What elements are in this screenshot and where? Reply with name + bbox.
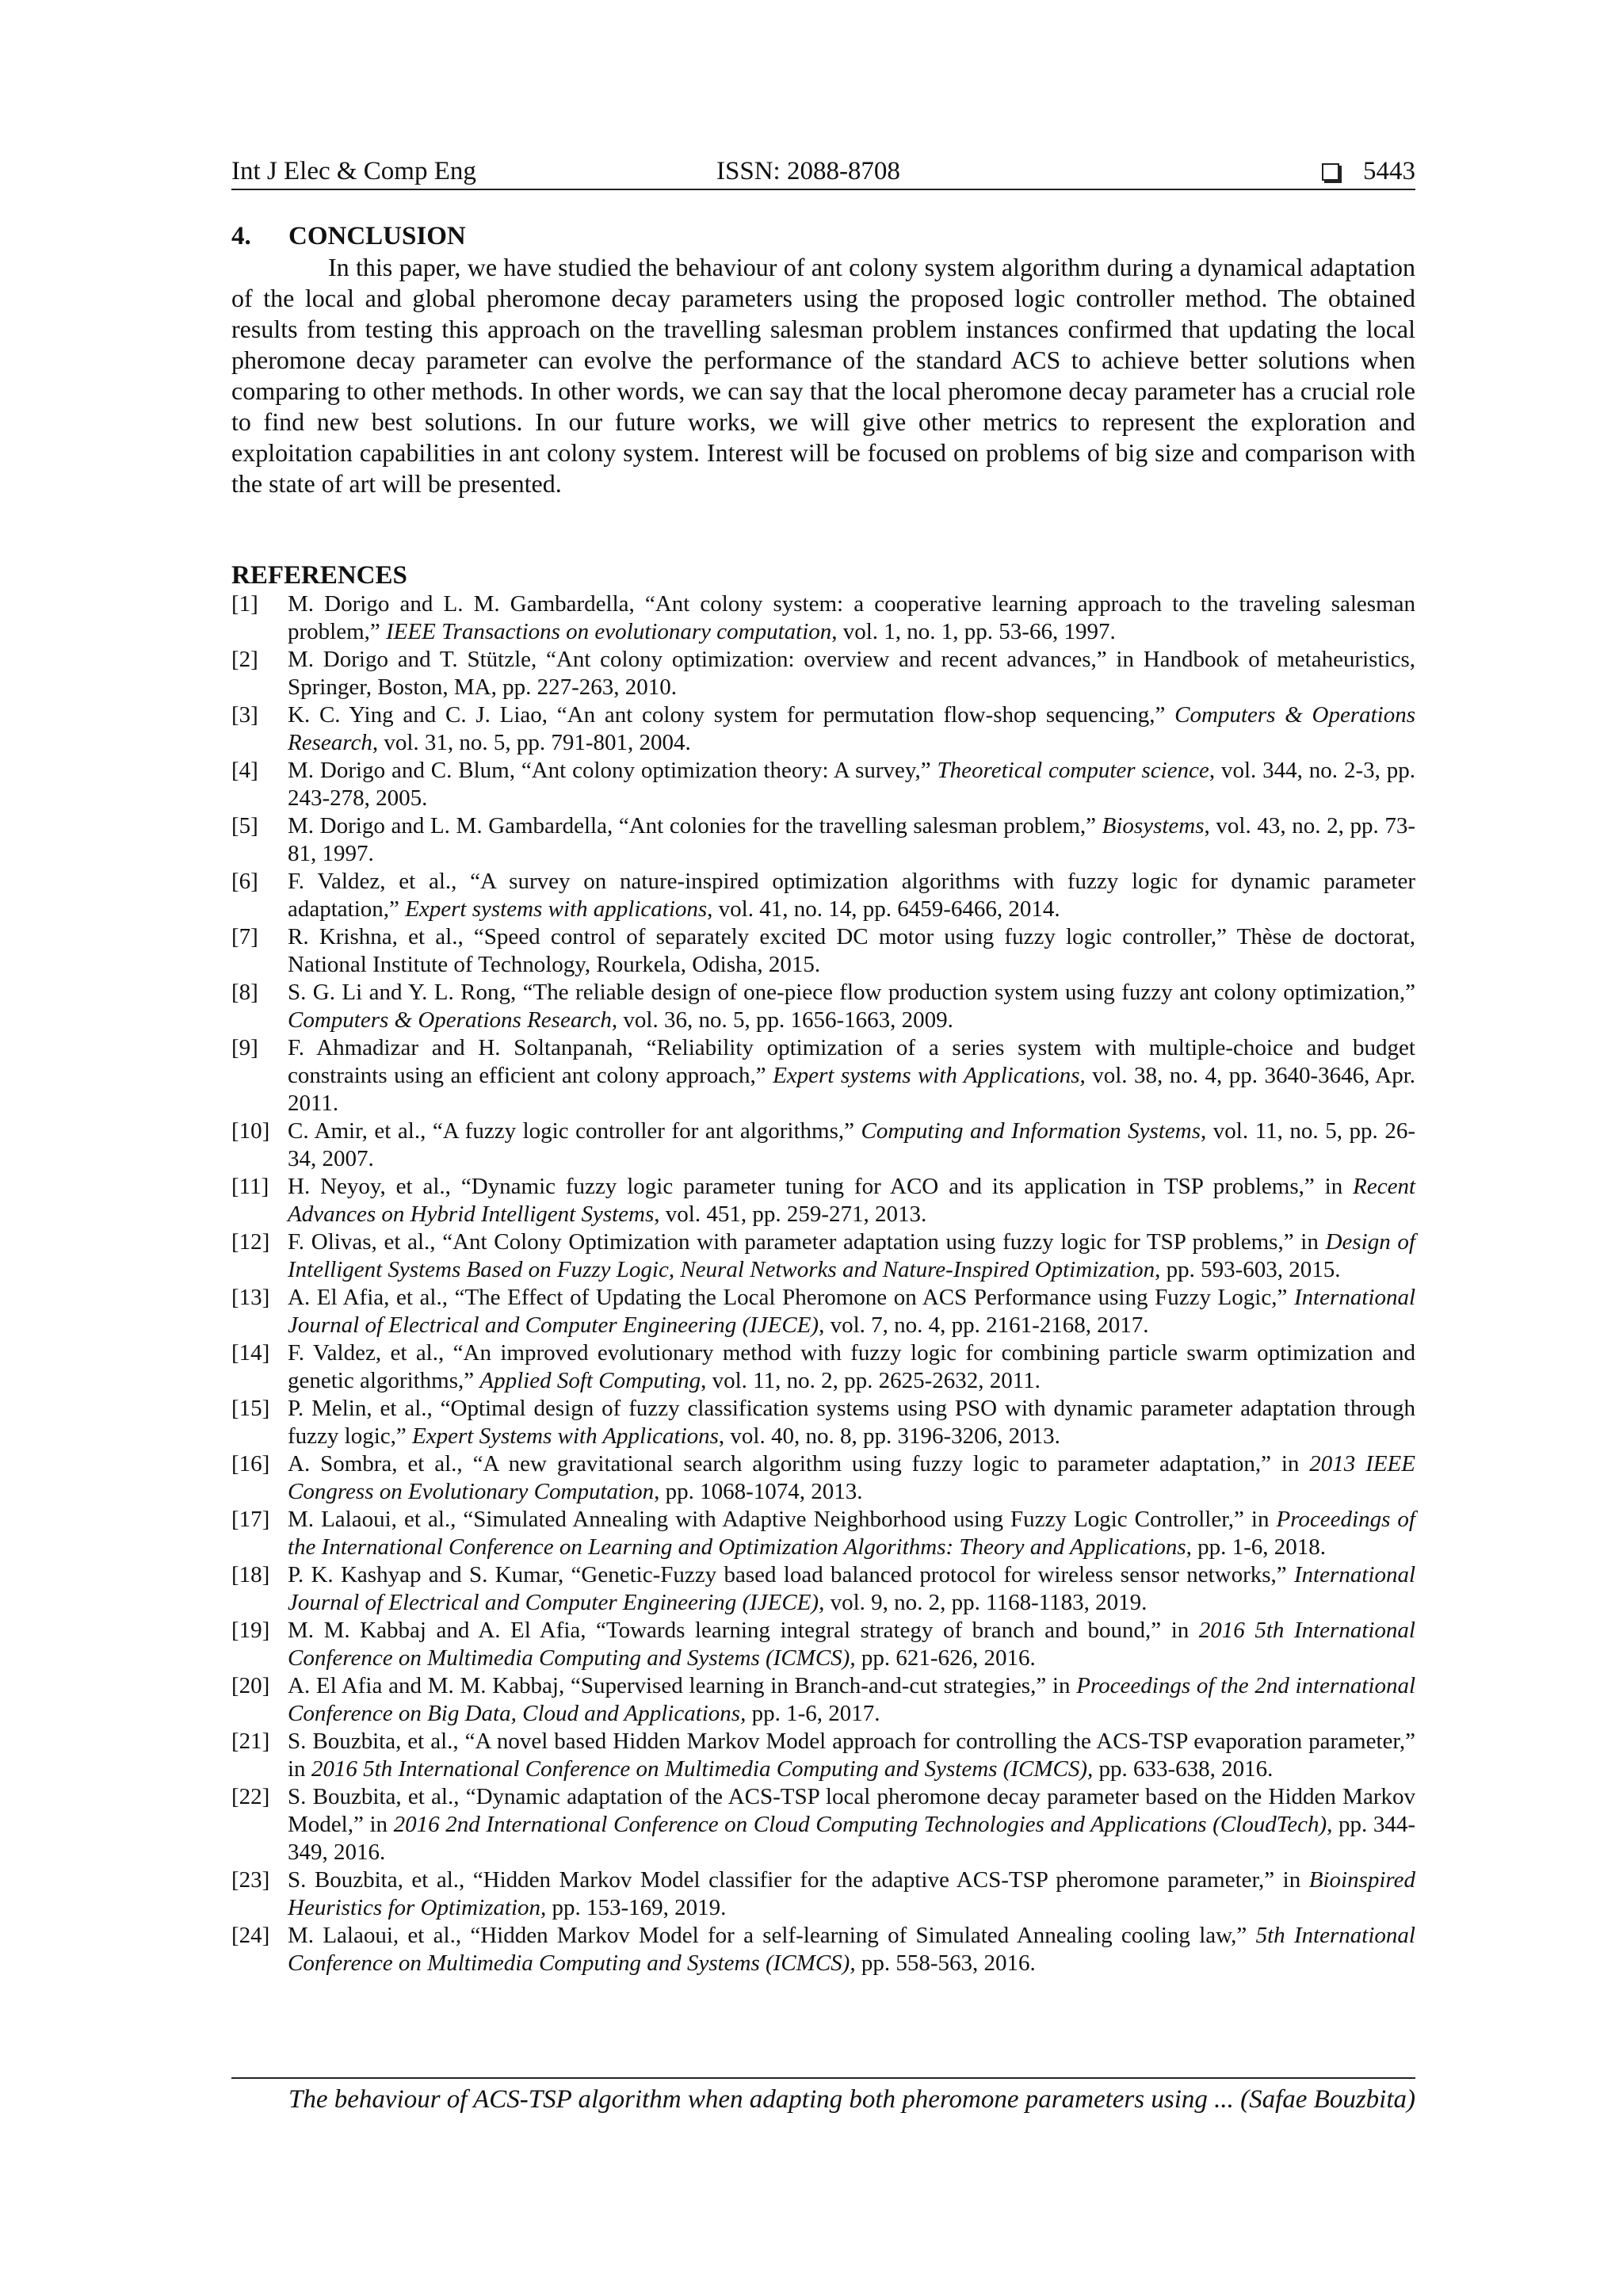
reference-text: M. Lalaoui, et al., “Simulated Annealing with Adaptive Neighborhood using Fuzzy Logic Controller,” in [288,1507,1277,1532]
reference-venue: Computing and Information Systems [861,1118,1201,1144]
reference-item [231,646,1415,701]
reference-number: [19] [231,1618,270,1643]
reference-details: pp. 633-638, 2016. [1093,1756,1274,1782]
reference-number: [17] [231,1507,270,1532]
reference-details: pp. 344-349, 2016. [288,1812,1415,1865]
reference-text: F. Ahmadizar and H. Soltanpanah, “Reliability optimization of a series system with multiple-choice and budget constraints using an efficient ant colony approach,” [288,1035,1415,1088]
reference-item [231,1284,1415,1339]
reference-number: [22] [231,1784,270,1809]
reference-venue: Computers & Operations Research, [288,1007,618,1033]
reference-text: S. Bouzbita, et al., “Hidden Markov Model classifier for the adaptive ACS-TSP pheromone parameter,” in [288,1867,1309,1893]
reference-number: [10] [231,1118,270,1144]
reference-details: pp. 558-563, 2016. [855,1950,1036,1976]
reference-item [231,1117,1415,1173]
reference-text: S. Bouzbita, et al., “A novel based Hidden Markov Model approach for controlling the ACS-TSP evaporation parameter,” in [288,1729,1415,1782]
references-heading: REFERENCES [231,561,407,590]
reference-item [231,1561,1415,1617]
reference-text: P. Melin, et al., “Optimal design of fuzzy classification systems using PSO with dynamic parameter adaptation through fuzzy logic,” [288,1396,1415,1449]
reference-item [231,1728,1415,1783]
reference-number: [11] [231,1174,269,1199]
reference-number: [4] [231,758,258,783]
reference-text: M. M. Kabbaj and A. El Afia, “Towards learning integral strategy of branch and bound,” in [288,1618,1199,1643]
reference-number: [20] [231,1673,270,1698]
reference-details: , pp. 593-603, 2015. [1155,1257,1341,1282]
reference-venue: International Journal of Electrical and Computer Engineering (IJECE) [288,1285,1415,1338]
reference-venue: Computers & Operations Research [288,702,1416,755]
reference-details: pp. 1-6, 2017. [746,1701,880,1726]
reference-venue: Expert systems with Applications, [773,1063,1086,1088]
reference-text: P. K. Kashyap and S. Kumar, “Genetic-Fuzzy based load balanced protocol for wireless sensor networks,” [288,1562,1294,1587]
reference-text: F. Valdez, et al., “An improved evolutionary method with fuzzy logic for combining particle swarm optimization and genetic algorithms,” [288,1340,1415,1393]
reference-number: [2] [231,647,258,672]
reference-details: , vol. 7, no. 4, pp. 2161-2168, 2017. [819,1312,1149,1338]
reference-venue: Proceedings of the 2nd international Conference on Big Data, Cloud and Applications, [288,1673,1415,1726]
reference-details: , vol. 1, no. 1, pp. 53-66, 1997. [831,619,1116,644]
reference-venue: Design of Intelligent Systems Based on Fuzzy Logic, Neural Networks and Nature-Inspired Optimization [288,1229,1415,1282]
reference-text: K. C. Ying and C. J. Liao, “An ant colony system for permutation flow-shop sequencing,” [288,702,1175,728]
reference-venue: Theoretical computer science [937,758,1209,783]
reference-venue: Expert systems with applications [405,896,708,922]
reference-number: [7] [231,924,258,949]
reference-venue: 2016 5th International Conference on Multimedia Computing and Systems (ICMCS), [311,1756,1094,1782]
reference-venue: Expert Systems with Applications [412,1423,719,1449]
reference-text: S. G. Li and Y. L. Rong, “The reliable design of one-piece flow production system using fuzzy ant colony optimization,” [288,980,1415,1005]
reference-number: [5] [231,813,258,839]
reference-item [231,757,1415,812]
reference-item [231,1783,1415,1866]
reference-venue: 5th International Conference on Multimedia Computing and Systems (ICMCS), [288,1923,1415,1976]
reference-item [231,868,1415,923]
reference-item [231,701,1415,757]
issn: ISSN: 2088-8708 [716,157,900,185]
running-footer: The behaviour of ACS-TSP algorithm when adapting both pheromone parameters using ... (Safae Bouzbita) [231,2077,1415,2115]
reference-item [231,1228,1415,1284]
reference-number: [18] [231,1562,270,1587]
reference-details: vol. 36, no. 5, pp. 1656-1663, 2009. [617,1007,953,1033]
reference-details: , vol. 11, no. 2, pp. 2625-2632, 2011. [701,1368,1041,1393]
reference-details: vol. 38, no. 4, pp. 3640-3646, Apr. 2011. [288,1063,1415,1116]
section-number: 4. [231,222,251,250]
reference-text: A. Sombra, et al., “A new gravitational search algorithm using fuzzy logic to parameter adaptation,” in [288,1451,1310,1477]
reference-venue: Applied Soft Computing [479,1368,701,1393]
reference-venue: 2016 5th International Conference on Multimedia Computing and Systems (ICMCS), [288,1618,1415,1671]
journal-name: Int J Elec & Comp Eng [231,157,476,185]
reference-item [231,1672,1415,1728]
reference-number: [9] [231,1035,258,1060]
section-heading [231,222,466,251]
reference-item [231,1450,1415,1506]
reference-text: M. Dorigo and C. Blum, “Ant colony optimization theory: A survey,” [288,758,938,783]
conclusion-paragraph: In this paper, we have studied the behaviour of ant colony system algorithm during a dynamical adaptation of the local and global pheromone decay parameters using the proposed logic controller method. The obtained results from testing this approach on the travelling salesman problem instances confirmed that updating the local pheromone decay parameter can evolve the performance of the standard ACS to achieve better solutions when comparing to other methods. In other words, we can say that the local pheromone decay parameter has a crucial role to find new best solutions. In our future works, we will give other metrics to represent the exploration and exploitation capabilities in ant colony system. Interest will be focused on problems of big size and comparison with the state of art will be presented. [231,253,1415,498]
reference-text: C. Amir, et al., “A fuzzy logic controller for ant algorithms,” [288,1118,861,1144]
reference-text: F. Valdez, et al., “A survey on nature-inspired optimization algorithms with fuzzy logic for dynamic parameter adaptation,” [288,869,1415,922]
reference-details: , vol. 9, no. 2, pp. 1168-1183, 2019. [819,1590,1148,1615]
reference-item [231,923,1415,979]
reference-details: pp. 621-626, 2016. [855,1645,1036,1671]
reference-number: [8] [231,980,258,1005]
reference-text: M. Lalaoui, et al., “Hidden Markov Model for a self-learning of Simulated Annealing cooling law,” [288,1923,1256,1948]
reference-details: , pp. 1068-1074, 2013. [654,1479,863,1504]
square-icon [1322,163,1339,181]
reference-text: S. Bouzbita, et al., “Dynamic adaptation of the ACS-TSP local pheromone decay parameter based on the Hidden Markov Model,” in [288,1784,1415,1837]
section-title: CONCLUSION [288,222,466,250]
reference-text: M. Dorigo and L. M. Gambardella, “Ant colony system: a cooperative learning approach to the traveling salesman problem,” [288,591,1415,644]
reference-text: M. Dorigo and T. Stützle, “Ant colony optimization: overview and recent advances,” in Handbook of metaheuristics, Springer, Boston, MA, pp. 227-263, 2010. [288,647,1415,700]
reference-venue: 2016 2nd International Conference on Cloud Computing Technologies and Applications (CloudTech), [393,1812,1333,1837]
reference-item [231,1395,1415,1450]
reference-venue: IEEE Transactions on evolutionary computation [386,619,832,644]
reference-item [231,1617,1415,1672]
reference-details: , vol. 344, no. 2-3, pp. 243-278, 2005. [288,758,1415,811]
reference-number: [21] [231,1729,270,1754]
reference-item [231,1173,1415,1228]
reference-number: [15] [231,1396,270,1421]
reference-number: [3] [231,702,258,728]
reference-details: , vol. 31, no. 5, pp. 791-801, 2004. [372,730,691,755]
reference-details: , vol. 43, no. 2, pp. 73-81, 1997. [288,813,1415,866]
reference-details: pp. 153-169, 2019. [546,1895,727,1920]
reference-venue: Proceedings of the International Conference on Learning and Optimization Algorithms: Theory and Applications, [288,1507,1415,1560]
reference-item [231,590,1415,646]
reference-item [231,1339,1415,1395]
reference-text: A. El Afia and M. M. Kabbaj, “Supervised learning in Branch-and-cut strategies,” in [288,1673,1077,1698]
reference-details: , vol. 11, no. 5, pp. 26-34, 2007. [288,1118,1415,1171]
reference-details: , vol. 40, no. 8, pp. 3196-3206, 2013. [718,1423,1060,1449]
reference-number: [14] [231,1340,270,1366]
reference-venue: Biosystems [1102,813,1205,839]
reference-venue: International Journal of Electrical and Computer Engineering (IJECE) [288,1562,1415,1615]
reference-item [231,979,1415,1034]
reference-number: [24] [231,1923,270,1948]
reference-number: [12] [231,1229,270,1255]
reference-venue: Recent Advances on Hybrid Intelligent Systems [288,1174,1415,1227]
reference-venue: Bioinspired Heuristics for Optimization, [288,1867,1415,1920]
reference-text: A. El Afia, et al., “The Effect of Updating the Local Pheromone on ACS Performance using Fuzzy Logic,” [288,1285,1294,1310]
reference-item [231,1922,1415,1977]
reference-text: F. Olivas, et al., “Ant Colony Optimization with parameter adaptation using fuzzy logic for TSP problems,” in [288,1229,1326,1255]
running-header [231,157,1415,190]
reference-list [231,590,1415,1977]
reference-details: pp. 1-6, 2018. [1191,1534,1327,1560]
reference-item [231,1034,1415,1117]
reference-details: , vol. 41, no. 14, pp. 6459-6466, 2014. [707,896,1060,922]
reference-number: [23] [231,1867,270,1893]
reference-item [231,1866,1415,1922]
reference-venue: 2013 IEEE Congress on Evolutionary Computation [288,1451,1415,1504]
reference-text: R. Krishna, et al., “Speed control of separately excited DC motor using fuzzy logic controller,” Thèse de doctorat, National Institute of Technology, Rourkela, Odisha, 2015. [288,924,1415,977]
reference-number: [13] [231,1285,270,1310]
reference-text: M. Dorigo and L. M. Gambardella, “Ant colonies for the travelling salesman problem,” [288,813,1102,839]
reference-number: [6] [231,869,258,894]
reference-number: [16] [231,1451,270,1477]
reference-item [231,812,1415,868]
reference-text: H. Neyoy, et al., “Dynamic fuzzy logic parameter tuning for ACO and its application in TSP problems,” in [288,1174,1354,1199]
reference-details: , vol. 451, pp. 259-271, 2013. [654,1201,927,1227]
reference-number: [1] [231,591,258,617]
page-number: 5443 [1363,157,1415,185]
reference-item [231,1506,1415,1561]
